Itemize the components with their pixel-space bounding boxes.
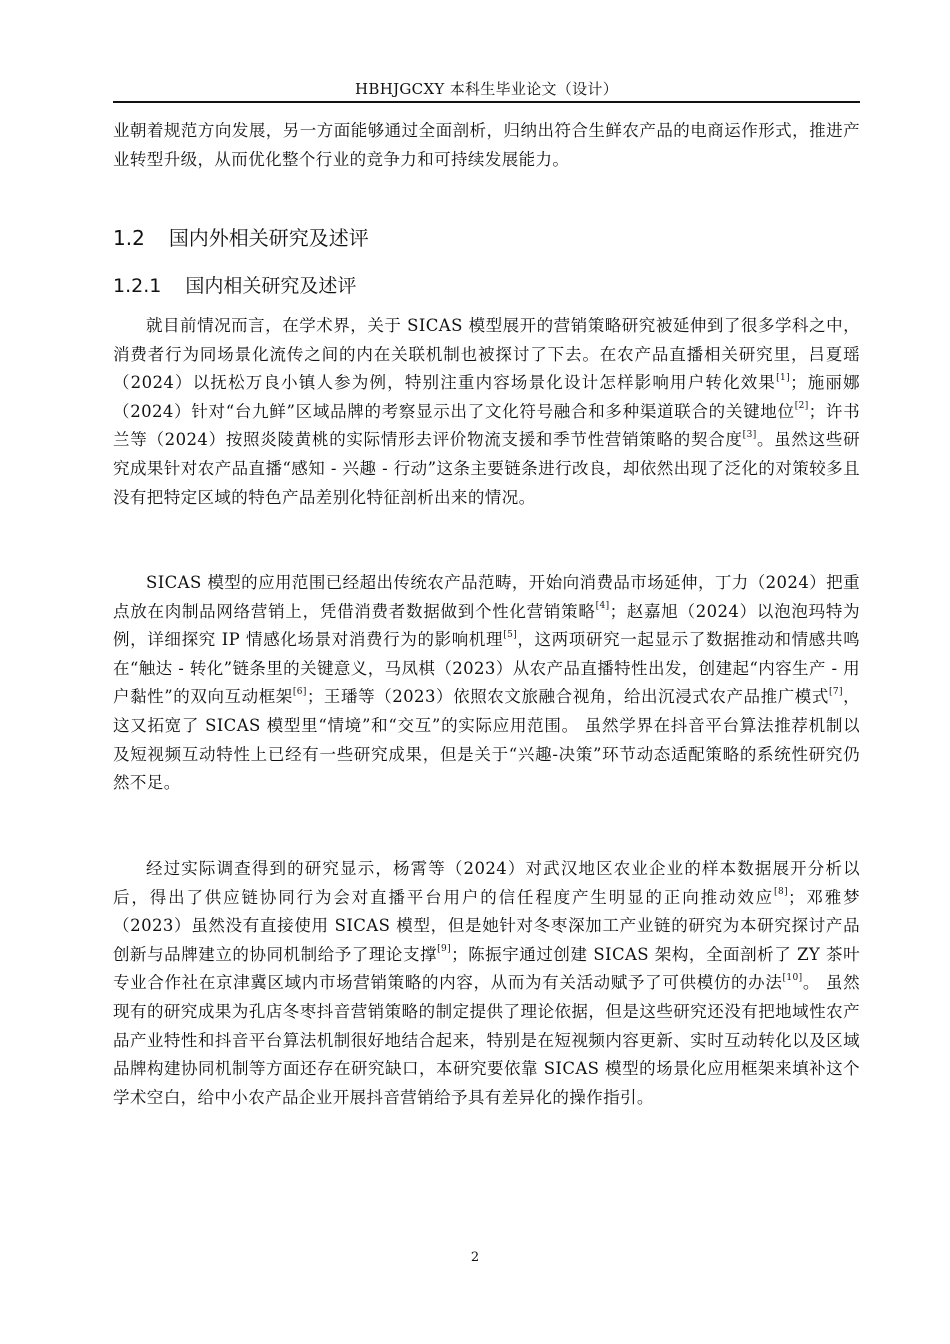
paragraph-text: 。虽然这些研究成果针对农产品直播“感知 - 兴趣 - 行动”这条主要链条进行改良，却依然出现了泛化的对策较多且没有把特定区域的特色产品差别化特征剖析出来的情况。 (113, 430, 860, 507)
paragraph-text: ，这两项研究一起显示了数据推动和情感共鸣在“触达 - 转化”链条里的关键意义，马凤棋（2023）从农产品直播特性出发，创建起“内容生产 - 用户黏性”的双向互动框架 (113, 630, 860, 707)
citation-ref: [5] (503, 629, 518, 640)
page-header: HBHJGCXY 本科生毕业论文（设计） (354, 80, 618, 98)
section-number: 1.2 (113, 226, 145, 250)
paragraph-text: ；王璠等（2023）依照农文旅融合视角，给出沉浸式农产品推广模式 (306, 687, 829, 707)
body-paragraph-3 (113, 855, 860, 1112)
paragraph-text: ；许书兰等（2024）按照炎陵黄桃的实际情形去评价物流支援和季节性营销策略的契合度 (113, 401, 860, 450)
citation-ref: [6] (292, 686, 307, 697)
paragraph-text: 经过实际调查得到的研究显示，杨霄等（2024）对武汉地区农业企业的样本数据展开分析以后，得出了供应链协同行为会对直播平台用户的信任程度产生明显的正向推动效应 (113, 859, 860, 907)
paragraph-text: 就目前情况而言，在学术界，关于 SICAS 模型展开的营销策略研究被延伸到了很多学科之中，消费者行为同场景化流传之间的内在关联机制也被探讨了下去。在农产品直播相关研究里，吕夏瑶（2024）以抚松万良小镇人参为例，特别注重内容场景化设计怎样影响用户转化效果 (113, 316, 860, 393)
citation-ref: [4] (595, 601, 610, 612)
paragraph-text: ；施丽娜（2024）针对“台九鲜”区域品牌的考察显示出了文化符号融合和多种渠道联合的关键地位 (113, 373, 860, 421)
citation-ref: [1] (776, 372, 791, 383)
citation-ref: [9] (437, 944, 452, 955)
subsection-title: 国内相关研究及述评 (185, 275, 357, 297)
header-divider (113, 101, 860, 103)
body-paragraph-2 (113, 569, 860, 798)
page-number: 2 (470, 1250, 480, 1265)
section-heading (113, 222, 369, 251)
paragraph-text: ；赵嘉旭（2024）以泡泡玛特为例，详细探究 IP 情感化场景对消费行为的影响机理 (113, 601, 860, 650)
subsection-heading (113, 271, 356, 298)
citation-ref: [10] (782, 972, 803, 983)
paragraph-text: ；邓雅梦（2023）虽然没有直接使用 SICAS 模型，但是她针对冬枣深加工产业链的研究为本研究探讨产品创新与品牌建立的协同机制给予了理论支撑 (113, 887, 860, 964)
citation-ref: [2] (794, 401, 809, 412)
body-paragraph-1 (113, 312, 860, 512)
paragraph-text: ，这又拓宽了 SICAS 模型里“情境”和“交互”的实际应用范围。 虽然学界在抖音平台算法推荐机制以及短视频互动特性上已经有一些研究成果，但是关于“兴趣-决策”环节动态适配策略的系统性研究仍然不足。 (113, 687, 861, 793)
paragraph-text: SICAS 模型的应用范围已经超出传统农产品范畴，开始向消费品市场延伸，丁力（2024）把重点放在肉制品网络营销上，凭借消费者数据做到个性化营销策略 (113, 573, 860, 621)
paragraph-text: ；陈振宇通过创建 SICAS 架构，全面剖析了 ZY 茶叶专业合作社在京津冀区域内市场营销策略的内容，从而为有关活动赋予了可供模仿的办法 (113, 944, 860, 993)
citation-ref: [7] (828, 686, 843, 697)
citation-ref: [3] (742, 429, 757, 440)
citation-ref: [8] (774, 887, 788, 898)
subsection-number: 1.2.1 (113, 275, 162, 297)
section-title: 国内外相关研究及述评 (168, 226, 369, 250)
paragraph-text: 。 虽然现有的研究成果为孔店冬枣抖音营销策略的制定提供了理论依据，但是这些研究还没有把地域性农产品产业特性和抖音平台算法机制很好地结合起来，特别是在短视频内容更新、实时互动转化以及区域品牌构建协同机制等方面还存在研究缺口，本研究要依靠 SICAS 模型的场景化应用框架来填补这个学术空白，给中小农产品企业开展抖音营销给予具有差异化的操作指引。 (113, 973, 860, 1107)
intro-paragraph: 业朝着规范方向发展，另一方面能够通过全面剖析，归纳出符合生鲜农产品的电商运作形式，推进产业转型升级，从而优化整个行业的竞争力和可持续发展能力。 (113, 121, 860, 169)
